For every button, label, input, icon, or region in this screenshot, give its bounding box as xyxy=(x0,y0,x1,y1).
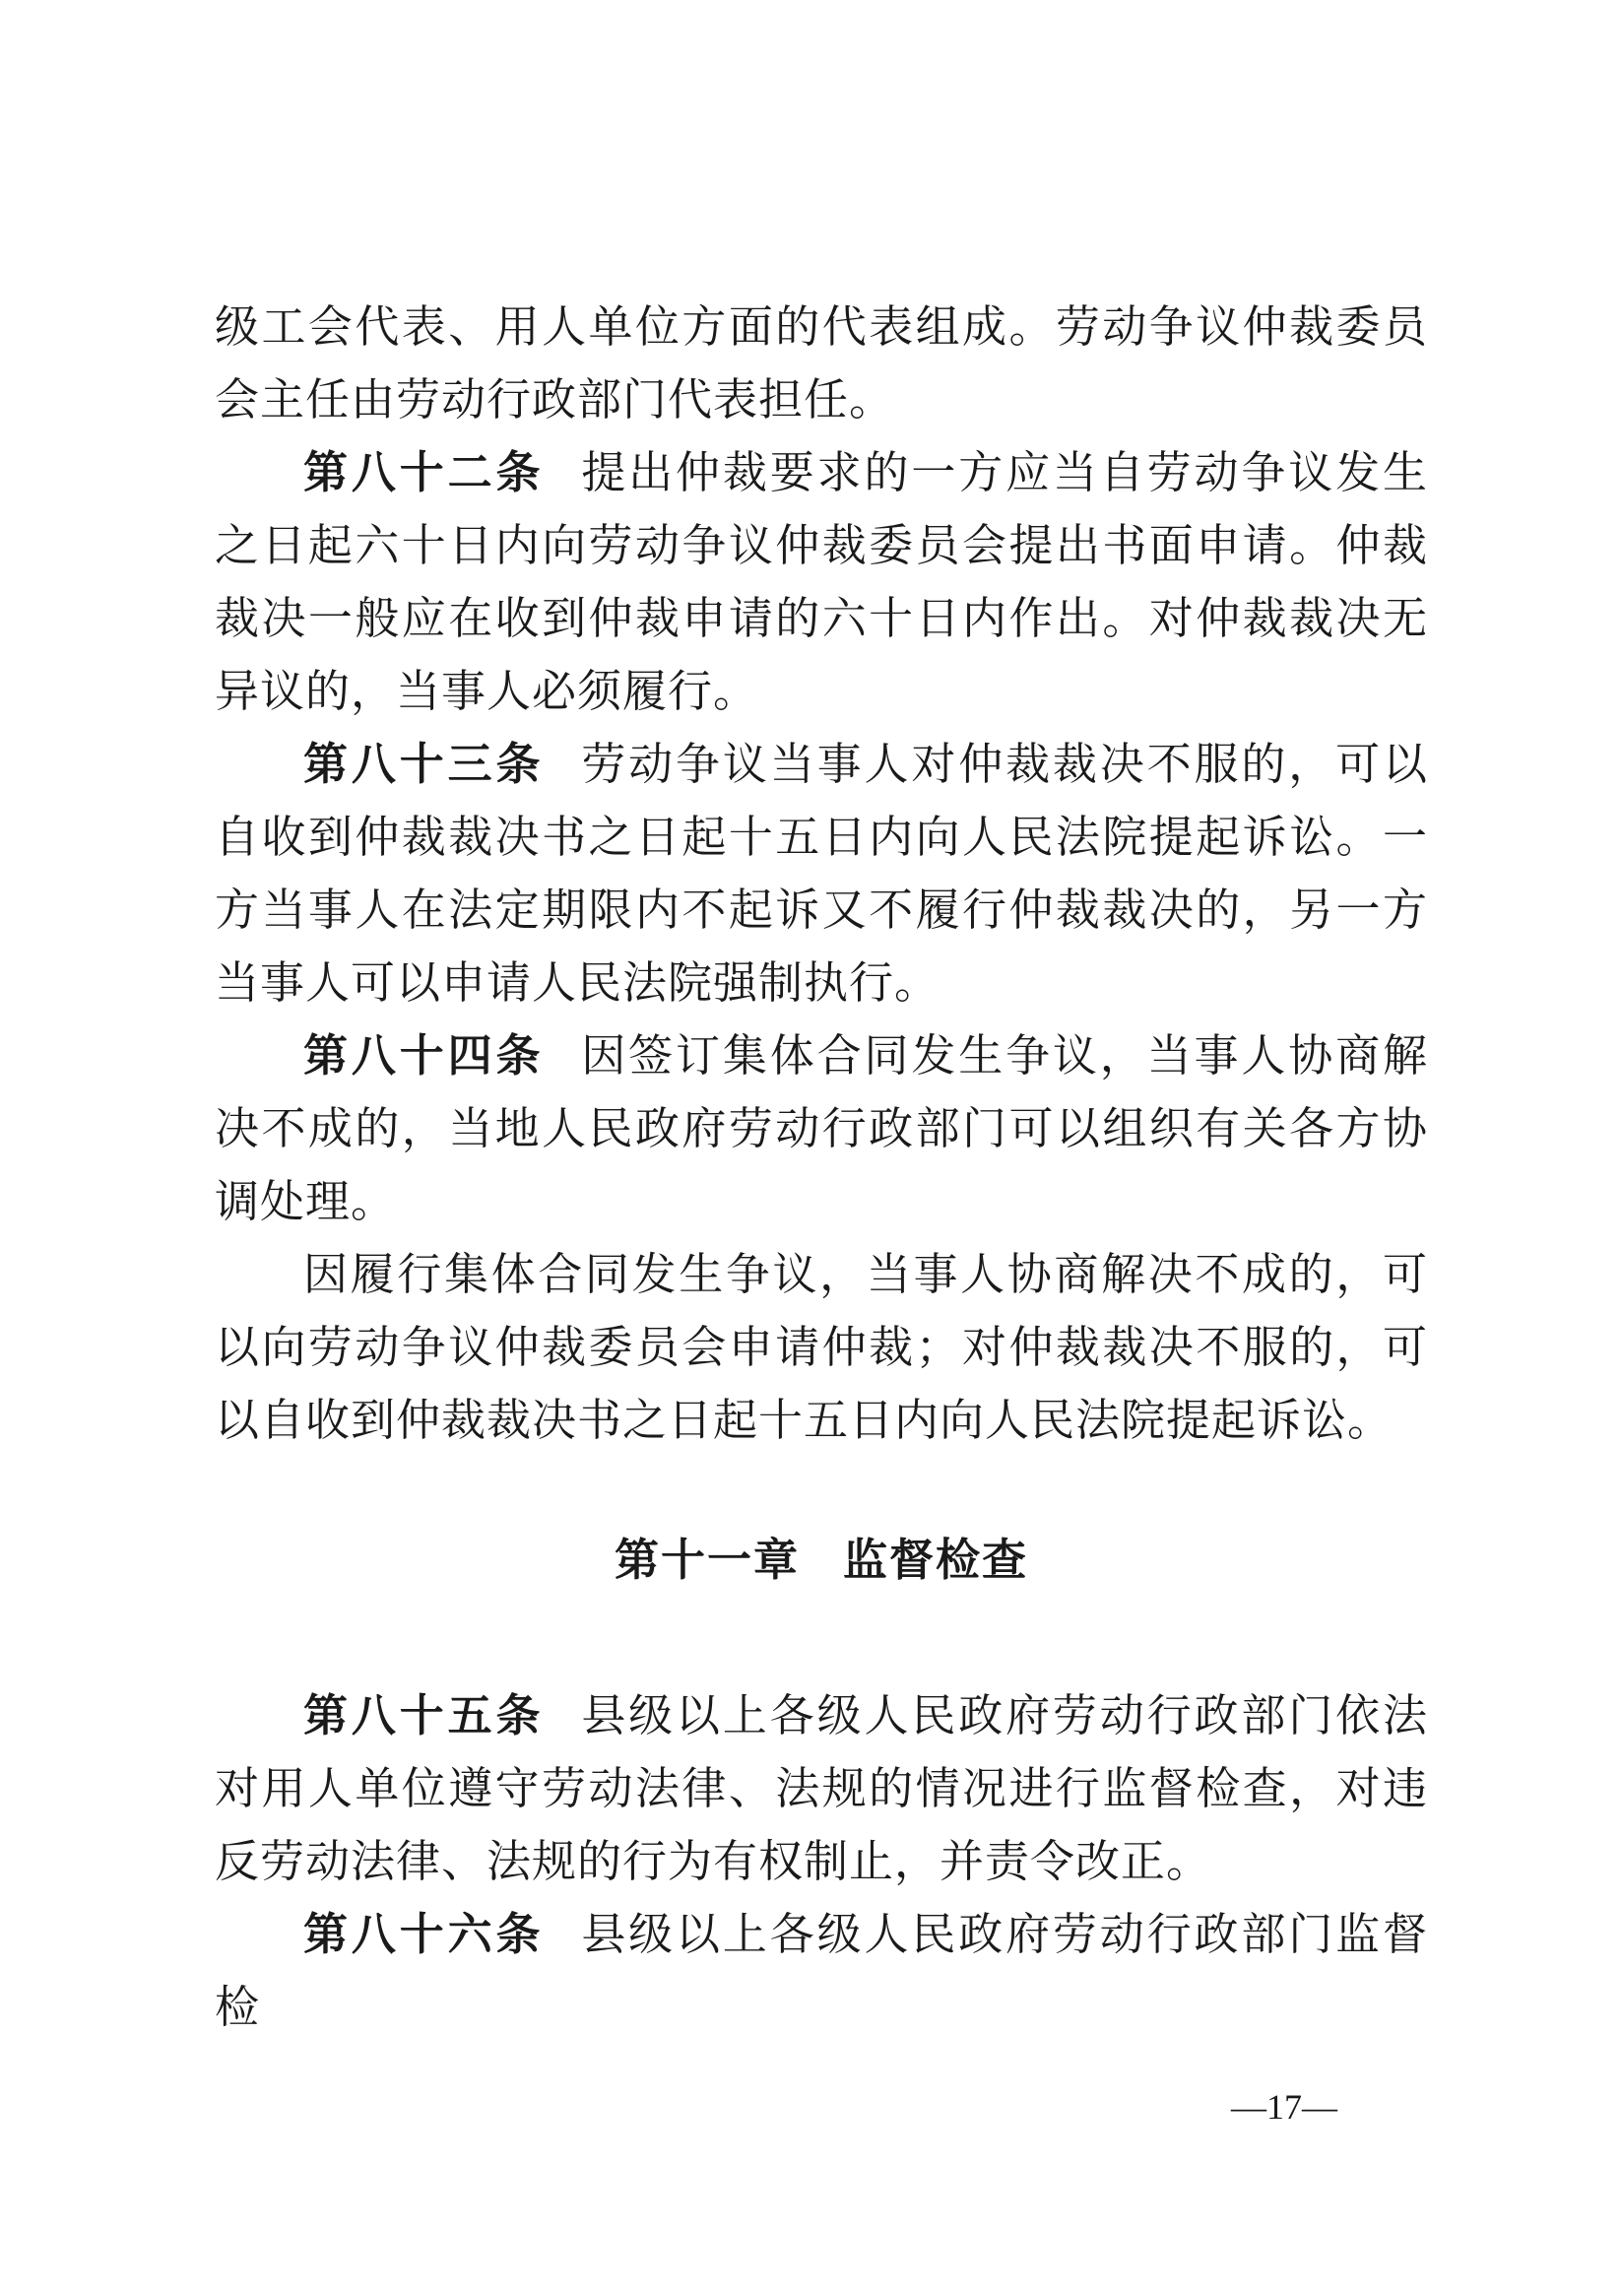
article-number: 第八十三条 xyxy=(303,738,545,790)
article-text: 劳动争议当事人对仲裁裁决不服的，可以自收到仲裁裁决书之日起十五日内向人民法院提起诉讼。一方当事人在法定期限内不起诉又不履行仲裁裁决的，另一方当事人可以申请人民法院强制执行。 xyxy=(215,738,1428,1009)
chapter-heading xyxy=(215,1524,1428,1597)
paragraph-text: 级工会代表、用人单位方面的代表组成。劳动争议仲裁委员会主任由劳动行政部门代表担任。 xyxy=(215,300,1428,426)
article-82 xyxy=(215,436,1428,728)
article-number: 第八十五条 xyxy=(303,1689,545,1741)
body-text xyxy=(215,291,1428,2044)
article-84-second-paragraph xyxy=(215,1238,1428,1457)
article-83 xyxy=(215,728,1428,1019)
chapter-title: 监督检查 xyxy=(843,1534,1029,1586)
article-text: 县级以上各级人民政府劳动行政部门依法对用人单位遵守劳动法律、法规的情况进行监督检查，对违反劳动法律、法规的行为有权制止，并责令改正。 xyxy=(215,1689,1428,1887)
article-text: 提出仲裁要求的一方应当自劳动争议发生之日起六十日内向劳动争议仲裁委员会提出书面申请。仲裁裁决一般应在收到仲裁申请的六十日内作出。对仲裁裁决无异议的，当事人必须履行。 xyxy=(215,446,1428,717)
article-86 xyxy=(215,1898,1428,2044)
paragraph-text: 因履行集体合同发生争议，当事人协商解决不成的，可以向劳动争议仲裁委员会申请仲裁；对仲裁裁决不服的，可以自收到仲裁裁决书之日起十五日内向人民法院提起诉讼。 xyxy=(215,1248,1428,1446)
article-number: 第八十六条 xyxy=(303,1908,545,1960)
article-text: 因签订集体合同发生争议，当事人协商解决不成的，当地人民政府劳动行政部门可以组织有关各方协调处理。 xyxy=(215,1029,1428,1227)
article-number: 第八十二条 xyxy=(303,446,545,498)
article-84 xyxy=(215,1019,1428,1238)
page-number: —17— xyxy=(1231,2087,1337,2127)
chapter-number: 第十一章 xyxy=(614,1534,800,1586)
article-number: 第八十四条 xyxy=(303,1029,545,1082)
paragraph-continuation xyxy=(215,291,1428,436)
article-text: 县级以上各级人民政府劳动行政部门监督检 xyxy=(215,1908,1428,2033)
article-85 xyxy=(215,1679,1428,1898)
